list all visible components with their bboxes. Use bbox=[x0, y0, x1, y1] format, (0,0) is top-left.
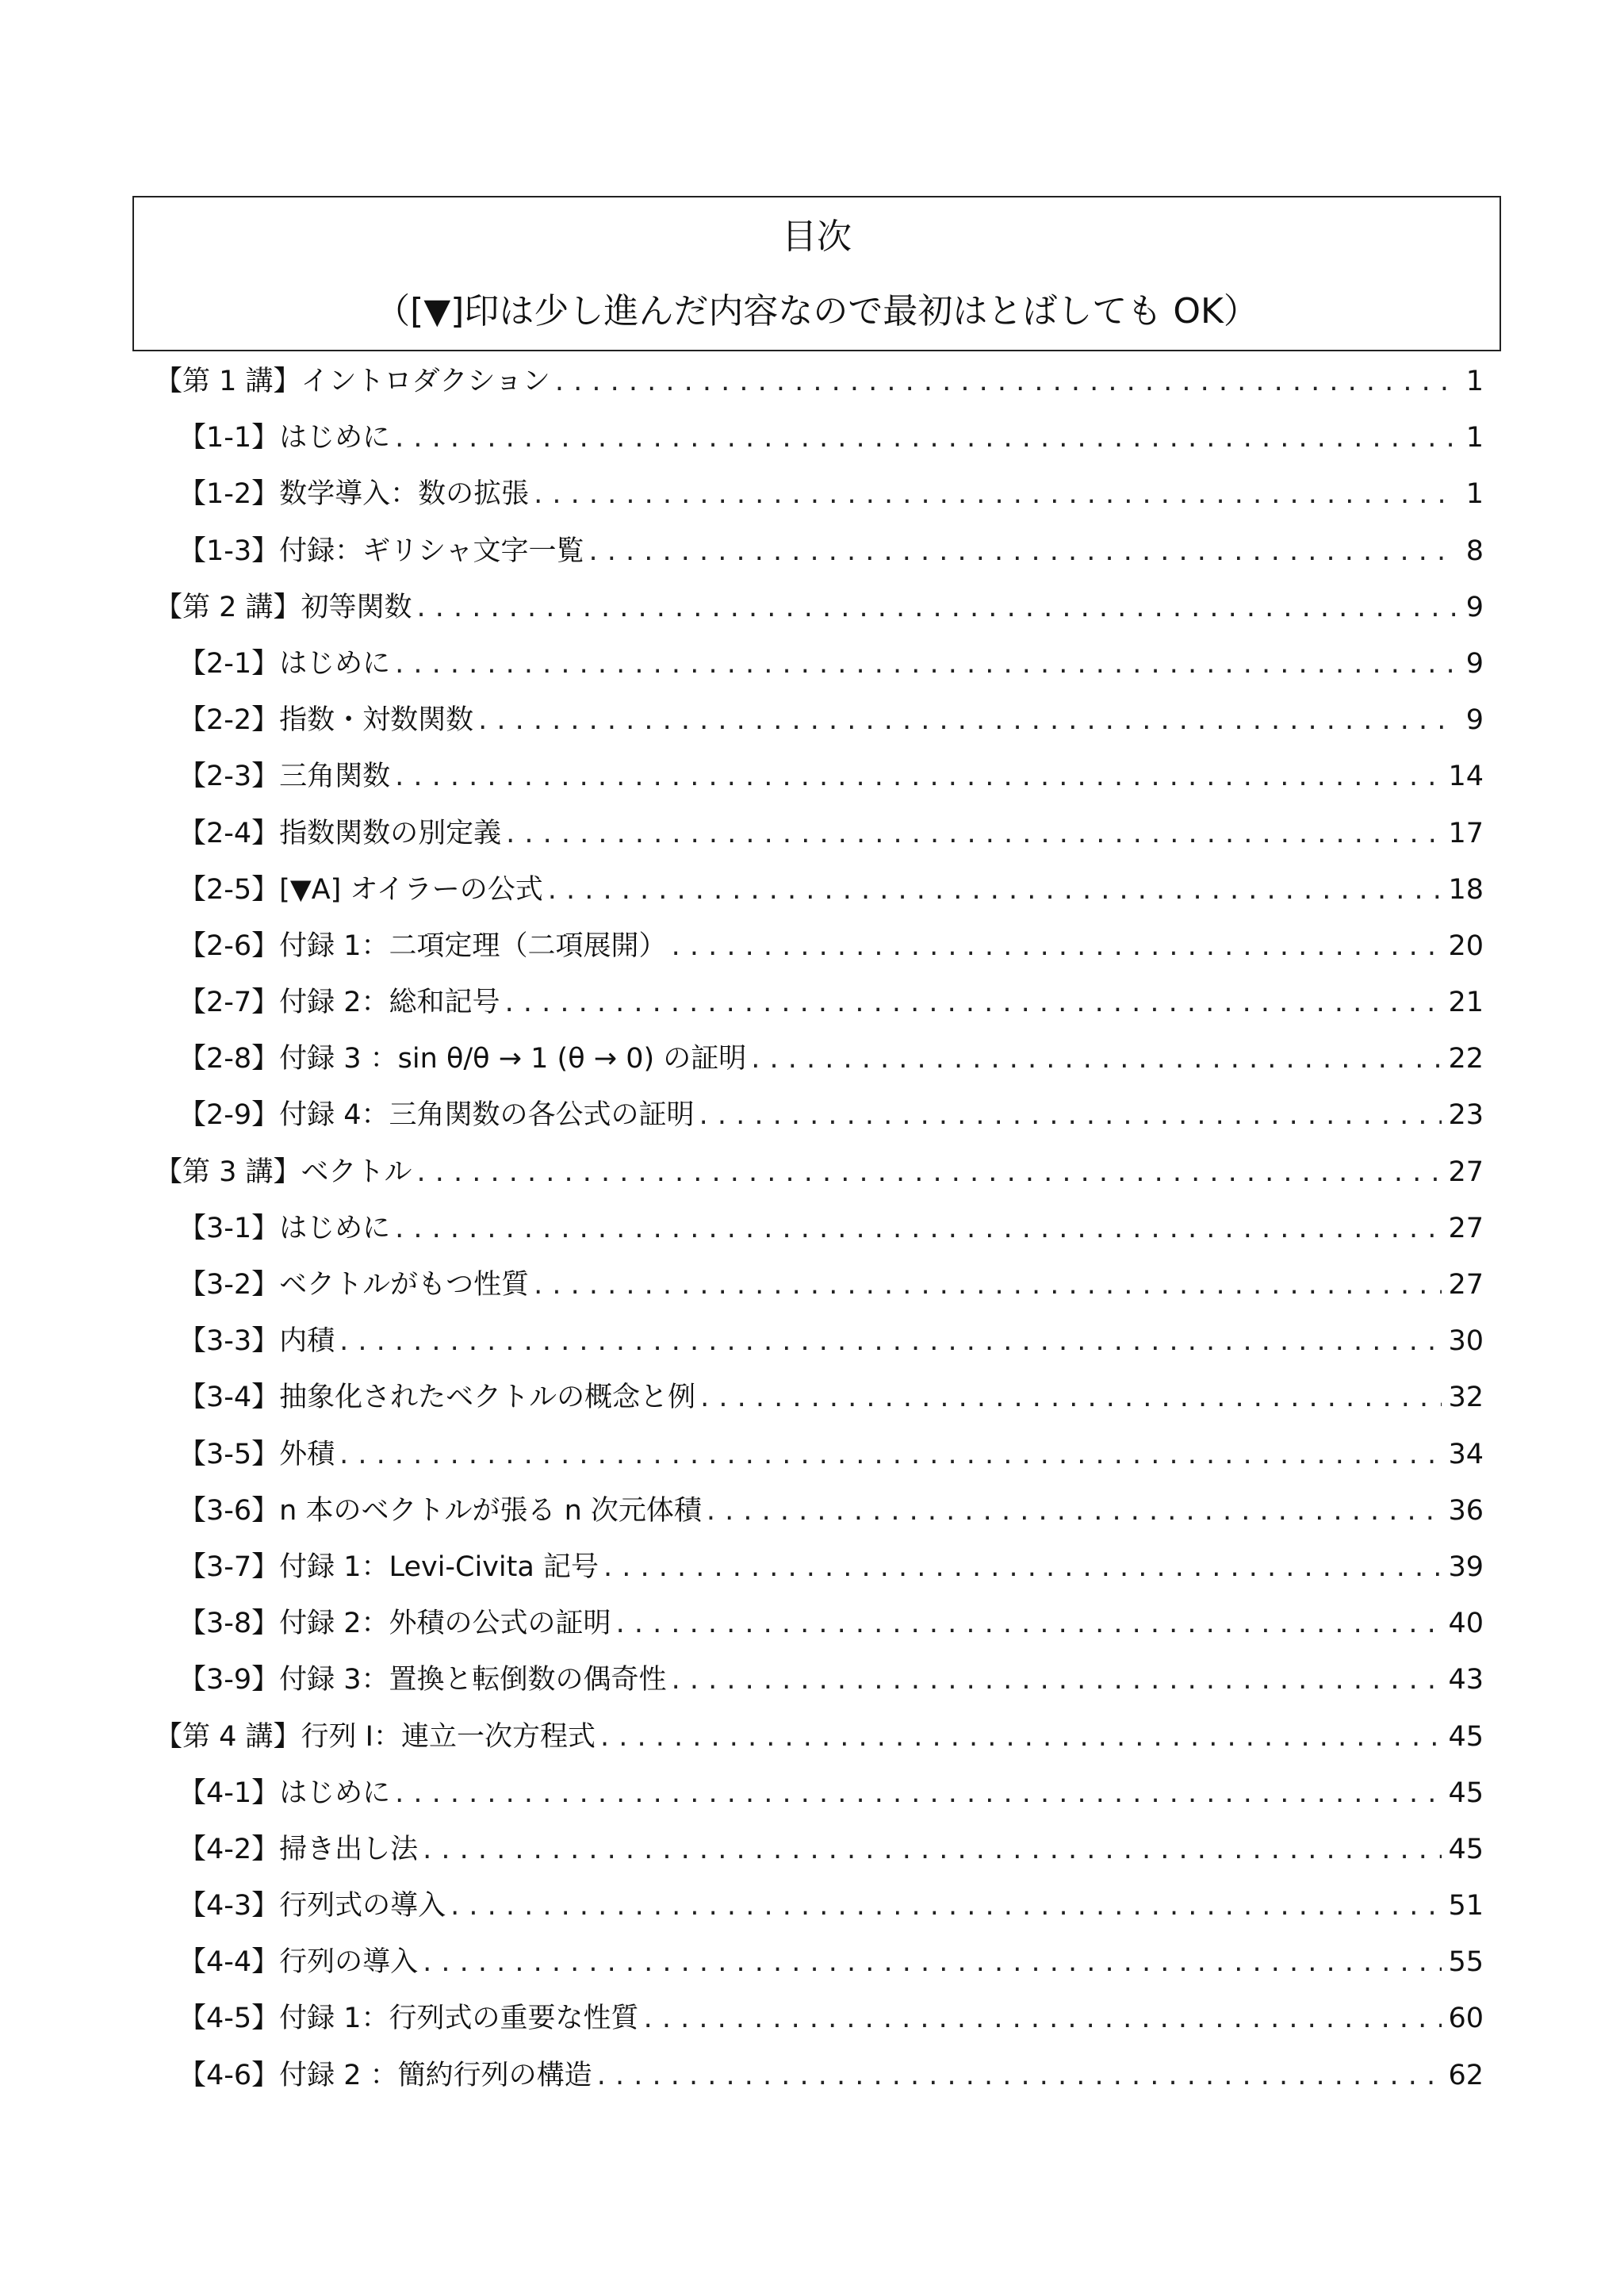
toc-entry-label: 【2-7】付録 2：総和記号 bbox=[178, 987, 500, 1019]
toc-page-number: 62 bbox=[1448, 2059, 1484, 2091]
toc-page-number: 39 bbox=[1448, 1550, 1484, 1583]
dot-leader bbox=[699, 1087, 1442, 1144]
toc-section-entry[interactable] bbox=[155, 1878, 1484, 1934]
dot-leader bbox=[672, 1652, 1442, 1708]
toc-entry-label: 【第 3 講】ベクトル bbox=[155, 1156, 412, 1188]
toc-entry-label: 【2-9】付録 4：三角関数の各公式の証明 bbox=[178, 1099, 695, 1132]
toc-page-number: 20 bbox=[1448, 930, 1484, 962]
toc-chapter-entry[interactable] bbox=[155, 1144, 1484, 1201]
toc-entry-label: 【2-8】付録 3 ：sin θ/θ → 1 (θ → 0) の証明 bbox=[178, 1043, 747, 1075]
toc-page-number: 45 bbox=[1448, 1777, 1484, 1809]
dot-leader bbox=[506, 806, 1442, 862]
toc-chapter-entry[interactable] bbox=[155, 354, 1484, 410]
toc-entry-label: 【3-2】ベクトルがもつ性質 bbox=[178, 1269, 530, 1301]
toc-page-number: 27 bbox=[1448, 1156, 1484, 1188]
toc-page-number: 30 bbox=[1448, 1325, 1484, 1358]
toc-entry-label: 【3-9】付録 3：置換と転倒数の偶奇性 bbox=[178, 1664, 667, 1696]
dot-leader bbox=[450, 1878, 1442, 1934]
dot-leader bbox=[339, 1313, 1442, 1370]
toc-entry-label: 【1-2】数学導入：数の拡張 bbox=[178, 478, 530, 511]
dot-leader bbox=[616, 1596, 1442, 1652]
toc-page-number: 1 bbox=[1465, 478, 1484, 511]
dot-leader bbox=[600, 1709, 1442, 1765]
toc-page-number: 9 bbox=[1465, 704, 1484, 737]
dot-leader bbox=[417, 1144, 1442, 1201]
toc-section-entry[interactable] bbox=[155, 1313, 1484, 1370]
toc-section-entry[interactable] bbox=[155, 523, 1484, 580]
dot-leader bbox=[597, 2048, 1442, 2104]
title-note: （[▼]印は少し進んだ内容なので最初はとばしても OK） bbox=[375, 291, 1258, 332]
toc-entry-label: 【3-4】抽象化されたベクトルの概念と例 bbox=[178, 1382, 696, 1414]
toc-section-entry[interactable] bbox=[155, 466, 1484, 523]
toc-chapter-entry[interactable] bbox=[155, 1709, 1484, 1765]
toc-page-number: 45 bbox=[1448, 1833, 1484, 1865]
toc-page-number: 17 bbox=[1448, 817, 1484, 849]
toc-page-number: 43 bbox=[1448, 1664, 1484, 1696]
toc-page-number: 34 bbox=[1448, 1438, 1484, 1470]
toc-chapter-entry[interactable] bbox=[155, 580, 1484, 636]
dot-leader bbox=[751, 1031, 1442, 1087]
dot-leader bbox=[423, 1934, 1442, 1991]
toc-section-entry[interactable] bbox=[155, 1765, 1484, 1822]
toc-page-number: 21 bbox=[1448, 987, 1484, 1019]
toc-section-entry[interactable] bbox=[155, 749, 1484, 805]
toc-title-box bbox=[132, 196, 1501, 351]
toc-entry-label: 【3-3】内積 bbox=[178, 1325, 335, 1358]
toc-entry-label: 【4-5】付録 1：行列式の重要な性質 bbox=[178, 2003, 639, 2035]
toc-page-number: 1 bbox=[1465, 366, 1484, 397]
dot-leader bbox=[395, 410, 1458, 466]
toc-page-number: 45 bbox=[1448, 1720, 1484, 1753]
toc-page-number: 18 bbox=[1448, 873, 1484, 906]
toc-page-number: 14 bbox=[1448, 761, 1484, 793]
page-title: 目次 bbox=[782, 217, 852, 257]
toc-section-entry[interactable] bbox=[155, 410, 1484, 466]
toc-section-entry[interactable] bbox=[155, 1427, 1484, 1483]
toc-entry-label: 【4-2】掃き出し法 bbox=[178, 1833, 419, 1865]
toc-entry-label: 【4-6】付録 2 ：簡約行列の構造 bbox=[178, 2059, 592, 2091]
toc-entry-label: 【4-3】行列式の導入 bbox=[178, 1890, 446, 1922]
dot-leader bbox=[478, 692, 1458, 749]
toc-section-entry[interactable] bbox=[155, 862, 1484, 918]
toc-entry-label: 【3-5】外積 bbox=[178, 1438, 335, 1470]
toc-section-entry[interactable] bbox=[155, 1991, 1484, 2047]
toc-entry-label: 【2-2】指数・対数関数 bbox=[178, 704, 474, 737]
toc-page-number: 27 bbox=[1448, 1212, 1484, 1244]
toc-entry-label: 【3-1】はじめに bbox=[178, 1212, 391, 1244]
dot-leader bbox=[417, 580, 1458, 636]
toc-entry-label: 【第 2 講】初等関数 bbox=[155, 591, 412, 623]
toc-entry-label: 【2-4】指数関数の別定義 bbox=[178, 817, 502, 849]
toc-page-number: 27 bbox=[1448, 1269, 1484, 1301]
dot-leader bbox=[707, 1483, 1442, 1539]
toc-entry-label: 【2-3】三角関数 bbox=[178, 761, 391, 793]
toc-section-entry[interactable] bbox=[155, 636, 1484, 692]
dot-leader bbox=[603, 1539, 1442, 1596]
dot-leader bbox=[644, 1991, 1442, 2047]
toc-page-number: 23 bbox=[1448, 1099, 1484, 1132]
toc-page-number: 8 bbox=[1465, 535, 1484, 567]
toc-section-entry[interactable] bbox=[155, 1483, 1484, 1539]
toc-entry-label: 【1-3】付録：ギリシャ文字一覧 bbox=[178, 535, 584, 567]
toc-entry-label: 【2-5】[▼A] オイラーの公式 bbox=[178, 873, 543, 906]
toc-page-number: 9 bbox=[1465, 647, 1484, 680]
dot-leader bbox=[588, 523, 1458, 580]
dot-leader bbox=[339, 1427, 1442, 1483]
toc-entry-label: 【3-8】付録 2：外積の公式の証明 bbox=[178, 1608, 611, 1640]
toc-section-entry[interactable] bbox=[155, 1822, 1484, 1878]
dot-leader bbox=[534, 1257, 1442, 1313]
toc-section-entry[interactable] bbox=[155, 692, 1484, 749]
dot-leader bbox=[395, 749, 1442, 805]
dot-leader bbox=[555, 354, 1458, 410]
toc-section-entry[interactable] bbox=[155, 918, 1484, 975]
toc-entry-label: 【4-4】行列の導入 bbox=[178, 1946, 419, 1979]
dot-leader bbox=[395, 1201, 1442, 1257]
toc-section-entry[interactable] bbox=[155, 806, 1484, 862]
dot-leader bbox=[534, 466, 1458, 523]
toc-entry-label: 【4-1】はじめに bbox=[178, 1777, 391, 1809]
toc-page-number: 40 bbox=[1448, 1608, 1484, 1640]
toc-page-number: 1 bbox=[1465, 422, 1484, 454]
toc-entry-label: 【第 4 講】行列 I：連立一次方程式 bbox=[155, 1720, 596, 1753]
toc-section-entry[interactable] bbox=[155, 1539, 1484, 1596]
toc-page-number: 32 bbox=[1448, 1382, 1484, 1414]
toc-entry-label: 【1-1】はじめに bbox=[178, 422, 391, 454]
toc-page-number: 60 bbox=[1448, 2003, 1484, 2035]
toc-section-entry[interactable] bbox=[155, 2048, 1484, 2104]
toc-entry-label: 【2-1】はじめに bbox=[178, 647, 391, 680]
toc-section-entry[interactable] bbox=[155, 975, 1484, 1031]
dot-leader bbox=[700, 1370, 1442, 1426]
toc-entry-label: 【第 1 講】イントロダクション bbox=[155, 366, 550, 397]
dot-leader bbox=[672, 918, 1442, 975]
dot-leader bbox=[423, 1822, 1442, 1878]
toc-section-entry[interactable] bbox=[155, 1652, 1484, 1708]
toc-section-entry[interactable] bbox=[155, 1087, 1484, 1144]
toc-section-entry[interactable] bbox=[155, 1934, 1484, 1991]
toc-entry-label: 【2-6】付録 1：二項定理（二項展開） bbox=[178, 930, 667, 962]
toc-section-entry[interactable] bbox=[155, 1201, 1484, 1257]
toc-page-number: 22 bbox=[1448, 1043, 1484, 1075]
toc-page-number: 9 bbox=[1465, 591, 1484, 623]
dot-leader bbox=[395, 1765, 1442, 1822]
toc-section-entry[interactable] bbox=[155, 1031, 1484, 1087]
toc-page-number: 55 bbox=[1448, 1946, 1484, 1979]
toc-section-entry[interactable] bbox=[155, 1596, 1484, 1652]
toc-page-number: 51 bbox=[1448, 1890, 1484, 1922]
dot-leader bbox=[548, 862, 1442, 918]
dot-leader bbox=[395, 636, 1458, 692]
toc-entry-label: 【3-6】n 本のベクトルが張る n 次元体積 bbox=[178, 1494, 702, 1527]
dot-leader bbox=[505, 975, 1442, 1031]
toc-entry-label: 【3-7】付録 1：Levi-Civita 記号 bbox=[178, 1550, 599, 1583]
toc-section-entry[interactable] bbox=[155, 1370, 1484, 1426]
toc-section-entry[interactable] bbox=[155, 1257, 1484, 1313]
table-of-contents bbox=[155, 354, 1484, 2104]
toc-page-number: 36 bbox=[1448, 1494, 1484, 1527]
